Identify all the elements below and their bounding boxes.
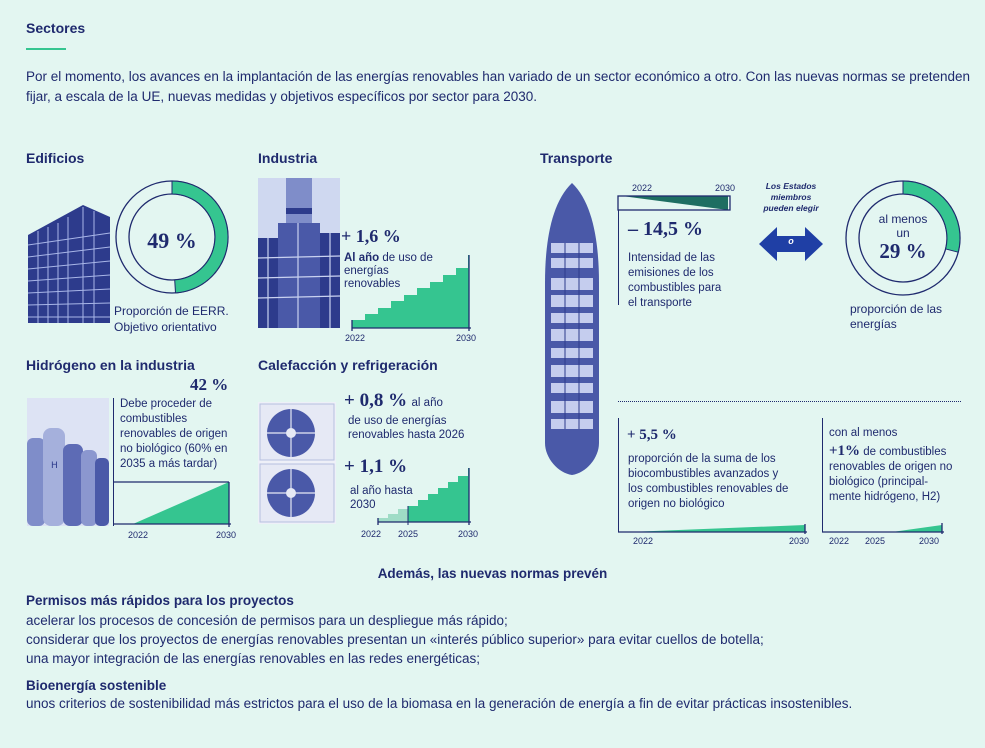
- permisos-item: considerar que los proyectos de energías renovables presentan un «interés público superior» para evitar cuellos de botella;: [26, 632, 764, 647]
- transporte-share-caption: [850, 302, 942, 332]
- rfnbo-suffix: de combustibles: [860, 446, 947, 458]
- transporte-intensity-caption: [628, 251, 721, 311]
- industria-caption-bold: Al año: [344, 252, 380, 264]
- rfnbo-value: +1%: [829, 443, 861, 459]
- bio-caption-line: biocombustibles avanzados y: [628, 468, 779, 480]
- edificios-value: 49 %: [147, 228, 197, 253]
- rfnbo-tick: 2030: [919, 536, 940, 546]
- hidrogeno-caption-line: Debe proceder de: [120, 398, 213, 410]
- title-underline: [26, 48, 66, 50]
- edificios-title: Edificios: [26, 150, 85, 166]
- calefaccion-tick: 2030: [458, 529, 479, 539]
- permisos-list: [26, 611, 764, 668]
- calefaccion-tick: 2022: [361, 529, 382, 539]
- bio-axis: [618, 418, 619, 532]
- calefaccion-caption-1: [348, 414, 464, 442]
- industria-caption-rest: de uso de: [379, 252, 433, 264]
- calefaccion-caption-line: de uso de energías: [348, 415, 447, 427]
- bio-tick-start: 2022: [633, 536, 654, 546]
- rfnbo-pre: con al menos: [829, 427, 898, 439]
- bio-caption-line: origen no biológico: [628, 498, 725, 510]
- bio-caption-line: los combustibles renovables de: [628, 483, 789, 495]
- transporte-intensity-chart: [618, 190, 736, 218]
- rfnbo-value-row: [829, 442, 946, 460]
- svg-text:H: H: [51, 461, 58, 471]
- intensity-caption-line: Intensidad de las: [628, 252, 715, 264]
- building-photo: [28, 205, 110, 330]
- bio-tick-end: 2030: [789, 536, 810, 546]
- share-caption-line: energías: [850, 317, 897, 331]
- calefaccion-caption-line: renovables hasta 2026: [348, 429, 465, 441]
- industria-tick-end: 2030: [456, 333, 477, 343]
- rfnbo-caption-line: mente hidrógeno, H2): [829, 491, 941, 503]
- calefaccion-value-1-suffix: al año: [411, 397, 443, 409]
- intensity-caption-line: emisiones de los: [628, 267, 714, 279]
- share-pre-line: al menos: [878, 212, 928, 226]
- intro-text: Por el momento, los avances en la implantación de las energías renovables han variado de un sector económico a otro. Con las nuevas normas se pretenden fijar, a escala de la UE, nuevas medidas y objetivos específicos por sector para 2030.: [26, 69, 971, 104]
- industria-value: + 1,6 %: [341, 226, 401, 246]
- calefaccion-value-2: + 1,1 %: [344, 456, 408, 477]
- industria-tick-start: 2022: [345, 333, 366, 343]
- transporte-tick-end: 2030: [715, 183, 736, 193]
- ademas-title: Además, las nuevas normas prevén: [377, 566, 608, 581]
- transporte-title: Transporte: [540, 150, 613, 166]
- bio-ramp-chart: [618, 522, 810, 534]
- bio-value: + 5,5 %: [627, 427, 677, 443]
- choice-note-line: pueden elegir: [763, 203, 819, 213]
- choice-note-line: miembros: [770, 192, 812, 202]
- section-title: Sectores: [26, 20, 86, 36]
- hidrogeno-tick-start: 2022: [128, 530, 149, 540]
- rfnbo-caption: [829, 460, 952, 505]
- bioenergia-text: unos criterios de sostenibilidad más estrictos para el uso de la biomasa en la generación de energía a fin de evitar prácticas insostenibles.: [26, 696, 853, 711]
- choice-note-line: Los Estados: [765, 181, 817, 191]
- hidrogeno-caption-line: no biológico (60% en: [120, 443, 228, 455]
- edificios-caption-1: Proporción de EERR.: [114, 304, 229, 318]
- hydrogen-tanks-photo: [27, 398, 109, 526]
- hidrogeno-ramp-chart: [113, 480, 238, 530]
- calefaccion-steps-chart: [370, 466, 480, 526]
- permisos-item: acelerar los procesos de concesión de permisos para un despliegue más rápido;: [26, 613, 508, 628]
- industria-title: Industria: [258, 150, 318, 166]
- industria-steps-chart: [345, 252, 475, 332]
- share-caption-line: proporción de las: [850, 302, 943, 316]
- rfnbo-caption-line: biológico (principal-: [829, 476, 929, 488]
- rfnbo-tick: 2022: [829, 536, 850, 546]
- transporte-tick-start: 2022: [632, 183, 653, 193]
- rfnbo-caption-line: renovables de origen no: [829, 461, 953, 473]
- calefaccion-caption-line: al año hasta: [350, 485, 413, 497]
- intensity-caption-line: combustibles para: [628, 282, 722, 294]
- choice-note: [752, 181, 830, 214]
- hidrogeno-tick-end: 2030: [216, 530, 237, 540]
- permisos-title: Permisos más rápidos para los proyectos: [26, 593, 294, 608]
- rfnbo-axis: [822, 418, 823, 532]
- rfnbo-tick: 2025: [865, 536, 886, 546]
- hidrogeno-title: Hidrógeno en la industria: [26, 357, 195, 373]
- bioenergia-title: Bioenergía sostenible: [26, 678, 167, 693]
- industria-caption-3: renovables: [344, 278, 401, 290]
- share-pre-line: un: [896, 226, 910, 240]
- calefaccion-caption-line: 2030: [350, 499, 376, 511]
- calefaccion-title: Calefacción y refrigeración: [258, 357, 438, 373]
- heat-pump-photo: [258, 402, 336, 524]
- factory-photo: [258, 178, 340, 328]
- calefaccion-tick: 2025: [398, 529, 419, 539]
- transporte-axis: [618, 210, 619, 305]
- calefaccion-value-1-row: [344, 390, 443, 412]
- permisos-item: una mayor integración de las energías renovables en las redes energéticas;: [26, 651, 481, 666]
- transporte-divider: [618, 401, 961, 402]
- hidrogeno-caption-line: 2035 a más tardar): [120, 458, 218, 470]
- hidrogeno-value: 42 %: [190, 375, 229, 394]
- hidrogeno-caption-line: renovables de origen: [120, 428, 228, 440]
- hidrogeno-caption: [120, 397, 227, 472]
- calefaccion-value-1: + 0,8 %: [344, 390, 408, 411]
- transporte-share-value: 29 %: [879, 239, 927, 263]
- intensity-caption-line: el transporte: [628, 297, 692, 309]
- edificios-caption-2: Objetivo orientativo: [114, 320, 217, 334]
- bio-caption-line: proporción de la suma de los: [628, 453, 776, 465]
- bio-caption: [628, 452, 788, 512]
- choice-or: o: [788, 236, 794, 246]
- transporte-share-pre: [848, 212, 958, 240]
- transporte-intensity-value: – 14,5 %: [628, 218, 703, 240]
- cargo-ship-photo: [543, 183, 601, 475]
- hidrogeno-caption-line: combustibles: [120, 413, 188, 425]
- industria-caption-2: energías: [344, 265, 389, 277]
- rfnbo-ramp-chart: [822, 520, 948, 534]
